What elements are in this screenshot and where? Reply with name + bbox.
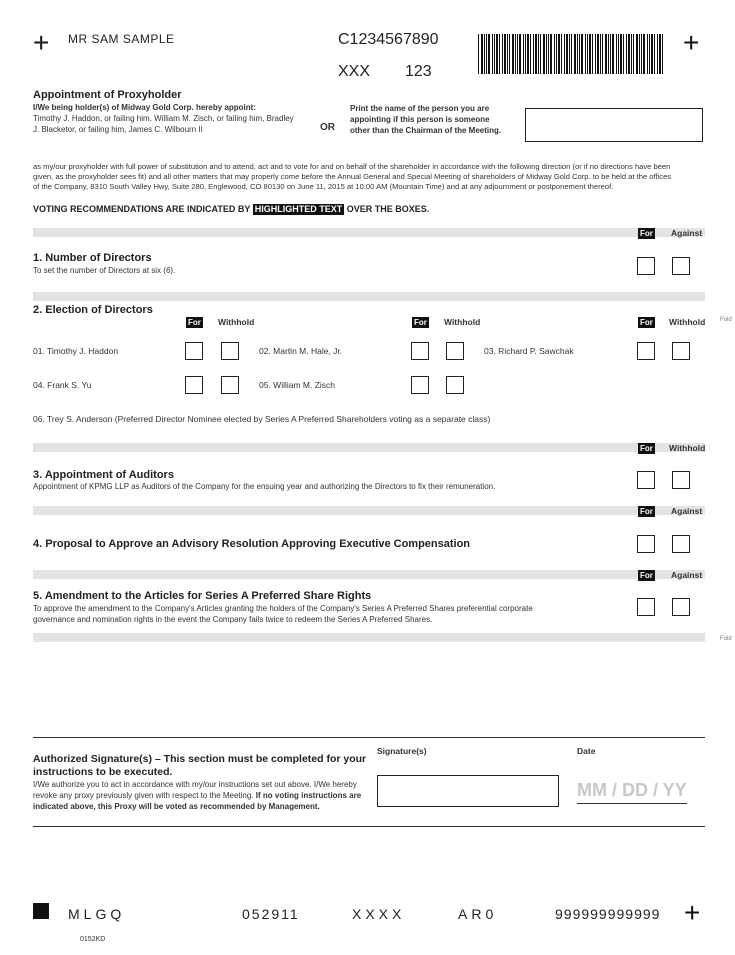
crop-mark-bottom-right: + (684, 897, 701, 928)
item-1-title: 1. Number of Directors (33, 252, 152, 264)
section-bar-1 (33, 228, 705, 237)
voting-rec-after: OVER THE BOXES. (346, 204, 430, 214)
print-name-line-2: appointing if this person is someone (350, 115, 490, 124)
against-label-5: Against (671, 570, 703, 580)
print-name-line-1: Print the name of the person you are (350, 104, 490, 113)
footer-code-3: XXXX (352, 906, 406, 922)
nominee-03-for[interactable] (637, 342, 655, 360)
nominee-04-withhold[interactable] (221, 376, 239, 394)
item-2-title: 2. Election of Directors (33, 304, 153, 316)
item-3-desc: Appointment of KPMG LLP as Auditors of the Company for the ensuing year and authorizing the Directors to fix their remuneration. (33, 482, 496, 491)
section-bar-4 (33, 506, 705, 515)
withhold-label-3: Withhold (669, 443, 706, 453)
print-name-line-3: other than the Chairman of the Meeting. (350, 126, 502, 135)
signature-body-2 (33, 791, 361, 801)
item-3-title: 3. Appointment of Auditors (33, 469, 174, 481)
nominee-02-for[interactable] (411, 342, 429, 360)
item-4-title: 4. Proposal to Approve an Advisory Resolution Approving Executive Compensation (33, 538, 471, 550)
item-3-for-checkbox[interactable] (637, 471, 655, 489)
item-4-against-checkbox[interactable] (672, 535, 690, 553)
proxyholder-name-field[interactable] (525, 108, 703, 142)
nominee-01-for[interactable] (185, 342, 203, 360)
signature-title-2: instructions to be executed. (33, 766, 173, 778)
item-1-for-checkbox[interactable] (637, 257, 655, 275)
nominee-01-withhold[interactable] (221, 342, 239, 360)
signature-body-2-bold: If no voting instructions are (255, 791, 362, 800)
for-label-2a: For (188, 318, 201, 327)
for-label-2b: For (414, 318, 427, 327)
form-code: 0152KD (80, 936, 106, 943)
nominee-03: 03. Richard P. Sawchak (484, 346, 574, 356)
nominee-03-withhold[interactable] (672, 342, 690, 360)
nominee-02: 02. Martin M. Hale, Jr. (259, 346, 343, 356)
fold-mark-1: Fold (720, 317, 732, 323)
date-field[interactable]: MM / DD / YY (577, 780, 687, 804)
against-label-1: Against (671, 228, 703, 238)
registration-mark (33, 903, 49, 919)
for-label-1: For (640, 229, 653, 238)
footer-code-1: MLGQ (68, 906, 126, 922)
footer-code-4: AR0 (458, 906, 498, 922)
nominee-01: 01. Timothy J. Haddon (33, 346, 119, 356)
item-3-withhold-checkbox[interactable] (672, 471, 690, 489)
withhold-label-2b: Withhold (444, 317, 481, 327)
signature-body-2-text: revoke any proxy previously given with respect to the Meeting. (33, 791, 254, 800)
item-5-for-checkbox[interactable] (637, 598, 655, 616)
nominee-06: 06. Trey S. Anderson (Preferred Director Nominee elected by Series A Preferred Shareholders voting as a separate class) (33, 414, 491, 424)
signature-title-1: Authorized Signature(s) – This section must be completed for your (33, 753, 367, 765)
appointment-intro: I/We being holder(s) of Midway Gold Corp. hereby appoint: (33, 103, 256, 112)
or-label: OR (320, 122, 335, 133)
nominee-04-for[interactable] (185, 376, 203, 394)
withhold-label-2c: Withhold (669, 317, 706, 327)
proxy-text-2: given, as the proxyholder sees fit) and all other matters that may properly come before the Annual General and Special Meeting of shareholders of Midway Gold Corp. to be held at the offices (33, 172, 672, 181)
footer-code-5: 999999999999 (555, 906, 661, 922)
section-bar-2 (33, 292, 705, 301)
section-bar-5 (33, 570, 705, 579)
nominee-04: 04. Frank S. Yu (33, 380, 92, 390)
barcode (478, 34, 666, 74)
appointment-title: Appointment of Proxyholder (33, 89, 182, 101)
for-label-3: For (640, 444, 653, 453)
for-label-2c: For (640, 318, 653, 327)
code-left: XXX (338, 63, 371, 80)
withhold-label-2a: Withhold (218, 317, 255, 327)
item-1-against-checkbox[interactable] (672, 257, 690, 275)
footer-code-2: 052911 (242, 906, 300, 922)
signature-field[interactable] (377, 775, 559, 807)
signature-body-1: I/We authorize you to act in accordance with my/our instructions set out above. I/We hereby (33, 780, 357, 789)
code-right: 123 (405, 63, 432, 80)
signature-bottom-rule (33, 826, 705, 827)
nominee-02-withhold[interactable] (446, 342, 464, 360)
voting-recommendation-note (33, 204, 429, 215)
appointment-nominees-1: Timothy J. Haddon, or failing him, William M. Zisch, or failing him, Bradley (33, 114, 294, 123)
item-4-for-checkbox[interactable] (637, 535, 655, 553)
section-bar-6 (33, 633, 705, 642)
appointment-nominees-2: J. Blacketor, or failing him, James C. Wilbourn II (33, 125, 203, 134)
holder-name: MR SAM SAMPLE (68, 32, 175, 46)
signature-body-3: indicated above, this Proxy will be voted as recommended by Management. (33, 802, 320, 811)
item-5-against-checkbox[interactable] (672, 598, 690, 616)
section-bar-3 (33, 443, 705, 452)
item-5-title: 5. Amendment to the Articles for Series A Preferred Share Rights (33, 590, 372, 602)
fold-mark-2: Fold (720, 636, 732, 642)
control-number: C1234567890 (338, 31, 439, 48)
signature-top-rule (33, 737, 705, 738)
for-label-4: For (640, 507, 653, 516)
proxy-text-3: of the Company, 8310 South Valley Hwy, Suite 280, Englewood, CO 80130 on June 11, 2015 at 10:00 AM (Mountain Time) and at any adjournment or postponement thereof. (33, 182, 614, 191)
for-label-5: For (640, 571, 653, 580)
item-5-desc-1: To approve the amendment to the Company's Articles granting the holders of the Company's Series A Preferred Shares preferential corporate (33, 604, 533, 613)
nominee-05: 05. William M. Zisch (259, 380, 336, 390)
crop-mark-top-left: + (33, 27, 50, 58)
item-5-desc-2: governance and nomination rights in the event the Company fails twice to redeem the Series A Preferred Shares. (33, 615, 433, 624)
nominee-05-withhold[interactable] (446, 376, 464, 394)
against-label-4: Against (671, 506, 703, 516)
nominee-05-for[interactable] (411, 376, 429, 394)
voting-rec-before: VOTING RECOMMENDATIONS ARE INDICATED BY (33, 204, 251, 214)
date-label: Date (577, 746, 596, 756)
proxy-text-1: as my/our proxyholder with full power of substitution and to attend, act and to vote for and on behalf of the shareholder in accordance with the following direction (or if no directions have been (33, 162, 671, 171)
item-1-desc: To set the number of Directors at six (6). (33, 266, 176, 275)
crop-mark-top-right: + (683, 27, 700, 58)
signature-label: Signature(s) (377, 746, 427, 756)
voting-rec-highlight: HIGHLIGHTED TEXT (254, 204, 343, 214)
